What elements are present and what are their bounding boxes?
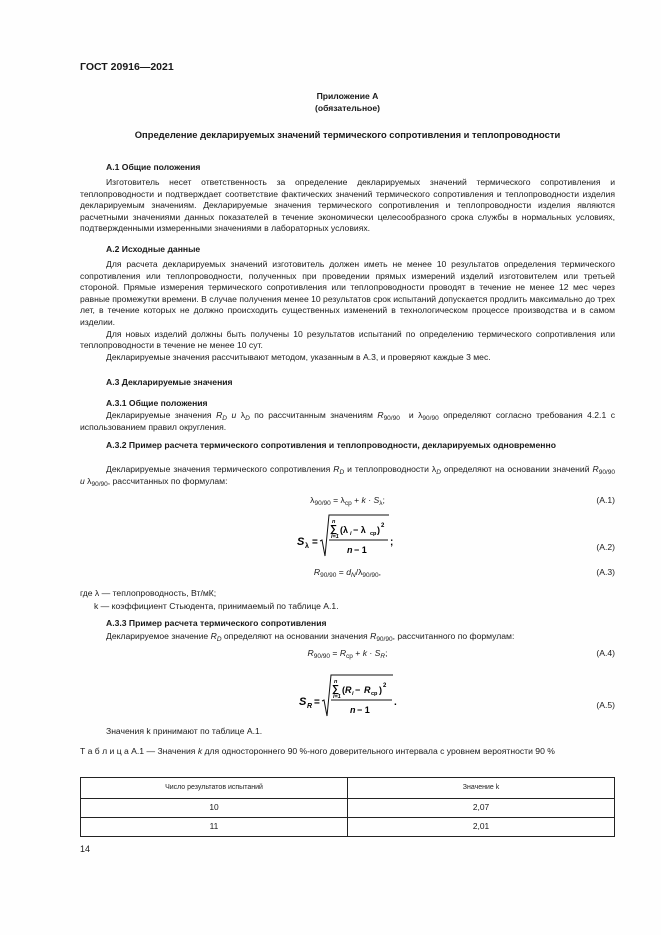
- table-cell: 2,07: [348, 799, 615, 818]
- svg-text:− 1: − 1: [357, 705, 370, 715]
- svg-text:): ): [379, 685, 382, 695]
- section-a31-text: [80, 410, 615, 433]
- section-a33-heading: А.3.3 Пример расчета термического сопротивления: [106, 618, 327, 628]
- svg-text:(: (: [342, 685, 345, 695]
- paragraph: Изготовитель несет ответственность за определение декларируемых значений термического сопротивления и теплопроводности и подтверждает соответствие фактических значений термического сопротивления и теплопроводности изделия декларируемым значениям. Декларируемые значения термического сопротивления и теплопроводности изделия являются расчетными значениями данных показателей в течение экономически целесообразного срока службы в нормальных условиях, подтвержденными измеренными значениями в лабораторных условиях.: [80, 177, 615, 234]
- table-header-row: [81, 778, 615, 799]
- equation-a1: $\lambda_{90/90} = \lambda_{ср} + k \cdot S_\lambda$; (А.1): [310, 495, 615, 507]
- equation-a4: $R_{90/90} = R_{ср} + k \cdot S_R$; (А.4): [307, 648, 615, 660]
- paragraph: Декларируемые значения термического сопротивления $R_D$ и теплопроводности $\lambda_D$ определяют на основании значений $R_{90/90}$ и $\lambda_{90/90}$, рассчитанных по формулам:: [80, 464, 615, 488]
- page-number: 14: [80, 844, 91, 854]
- svg-text:i: i: [350, 531, 352, 537]
- svg-text:R: R: [364, 685, 371, 695]
- table-cell: 11: [81, 818, 348, 837]
- svg-text:− 1: − 1: [354, 545, 367, 555]
- svg-text:i: i: [352, 691, 354, 697]
- table-cell: 10: [81, 799, 348, 818]
- where-lambda: где λ — теплопроводность, Вт/мК;: [80, 588, 217, 598]
- equation-a3: $R_{90/90} = d_N/\lambda_{90/90}$, (А.3): [313, 567, 615, 579]
- svg-text:− λ: − λ: [353, 525, 366, 535]
- svg-text:n: n: [347, 545, 353, 555]
- svg-text:): ): [377, 525, 380, 535]
- section-a31-heading: А.3.1 Общие положения: [106, 398, 208, 408]
- table-row: [81, 818, 615, 837]
- section-a33-text: [80, 631, 615, 643]
- section-a2-text: [80, 259, 615, 363]
- equation-a2: (А.2): [596, 542, 615, 552]
- svg-text:∑: ∑: [332, 684, 340, 695]
- main-title: Определение декларируемых значений термического сопротивления и теплопроводности: [134, 129, 561, 140]
- svg-text:R: R: [345, 685, 352, 695]
- column-header: Значение k: [348, 778, 615, 799]
- paragraph: Для новых изделий должны быть получены 10 результатов испытаний по определению термического сопротивления или теплопроводности в течение не менее 10 сут.: [80, 328, 615, 351]
- equation-a5: (А.5): [596, 700, 615, 710]
- svg-text:2: 2: [381, 523, 385, 529]
- section-a2-heading: А.2 Исходные данные: [106, 244, 201, 254]
- k-note: Значения k принимают по таблице А.1.: [106, 726, 263, 736]
- paragraph: Декларируемое значение $R_D$ определяют на основании значения $R_{90/90}$, рассчитанного по формулам:: [106, 631, 515, 643]
- svg-text:ср: ср: [371, 691, 378, 697]
- appendix-subtitle: (обязательное): [314, 103, 381, 113]
- svg-text:n: n: [334, 679, 338, 685]
- svg-text:S: S: [299, 696, 307, 708]
- svg-text:∑: ∑: [330, 524, 338, 535]
- document-code: ГОСТ 20916—2021: [80, 61, 174, 73]
- svg-text:.: .: [394, 697, 397, 708]
- equation-a5-formula: [297, 672, 407, 726]
- svg-text:2: 2: [383, 683, 387, 689]
- svg-text:λ: λ: [305, 543, 309, 550]
- table-caption: Т а б л и ц а А.1 — Значения k для одностороннего 90 %-ного доверительного интервала с уровнем вероятности 90 %: [80, 746, 555, 756]
- section-a32-heading: А.3.2 Пример расчета термического сопротивления и теплопроводности, декларируемых одновременно: [106, 440, 556, 450]
- svg-text:S: S: [297, 536, 305, 548]
- paragraph: Декларируемые значения рассчитывают методом, указанным в А.3, и проверяют каждые 3 мес.: [106, 351, 491, 362]
- section-a3-heading: А.3 Декларируемые значения: [106, 377, 233, 387]
- svg-text:n: n: [332, 519, 336, 525]
- svg-text:−: −: [355, 685, 361, 695]
- svg-text:(λ: (λ: [340, 525, 349, 535]
- svg-text:n: n: [350, 705, 356, 715]
- table-cell: 2,01: [348, 818, 615, 837]
- svg-text:=: =: [312, 537, 318, 548]
- paragraph: Для расчета декларируемых значений изготовитель должен иметь не менее 10 результатов определения термического сопротивления или теплопроводности, полученных при проведении прямых измерений изделий изготовителем или третьей стороной. Прямые измерения термического сопротивления или теплопроводности проводят в течение не менее 12 мес через равные промежутки времени. В случае получения менее 10 результатов срок испытаний допускается продлить максимально до трех лет, в течение которых не должно происходить существенных изменений в технологическом процессе производства и в самом изделии.: [80, 259, 615, 327]
- svg-text:ср: ср: [370, 531, 377, 537]
- column-header: Число результатов испытаний: [81, 778, 348, 799]
- section-a1-text: [80, 177, 615, 235]
- svg-text:i=1: i=1: [333, 694, 341, 700]
- section-a1-heading: А.1 Общие положения: [106, 162, 201, 172]
- section-a32-text: [80, 464, 615, 487]
- svg-text:R: R: [307, 703, 313, 710]
- svg-text:;: ;: [390, 537, 394, 548]
- svg-text:=: =: [314, 697, 320, 708]
- appendix-title: Приложение А: [316, 91, 379, 101]
- values-table: [80, 777, 615, 837]
- svg-text:i=1: i=1: [331, 534, 339, 540]
- table-row: [81, 799, 615, 818]
- paragraph: Декларируемые значения $R_D$ и $\lambda_D$ по рассчитанным значениям $R_{90/90}$ и $\lambda_{90/90}$ определяют согласно требования 4.2.1 с использованием правил округления.: [80, 410, 616, 432]
- where-k: k — коэффициент Стьюдента, принимаемый по таблице А.1.: [94, 601, 339, 611]
